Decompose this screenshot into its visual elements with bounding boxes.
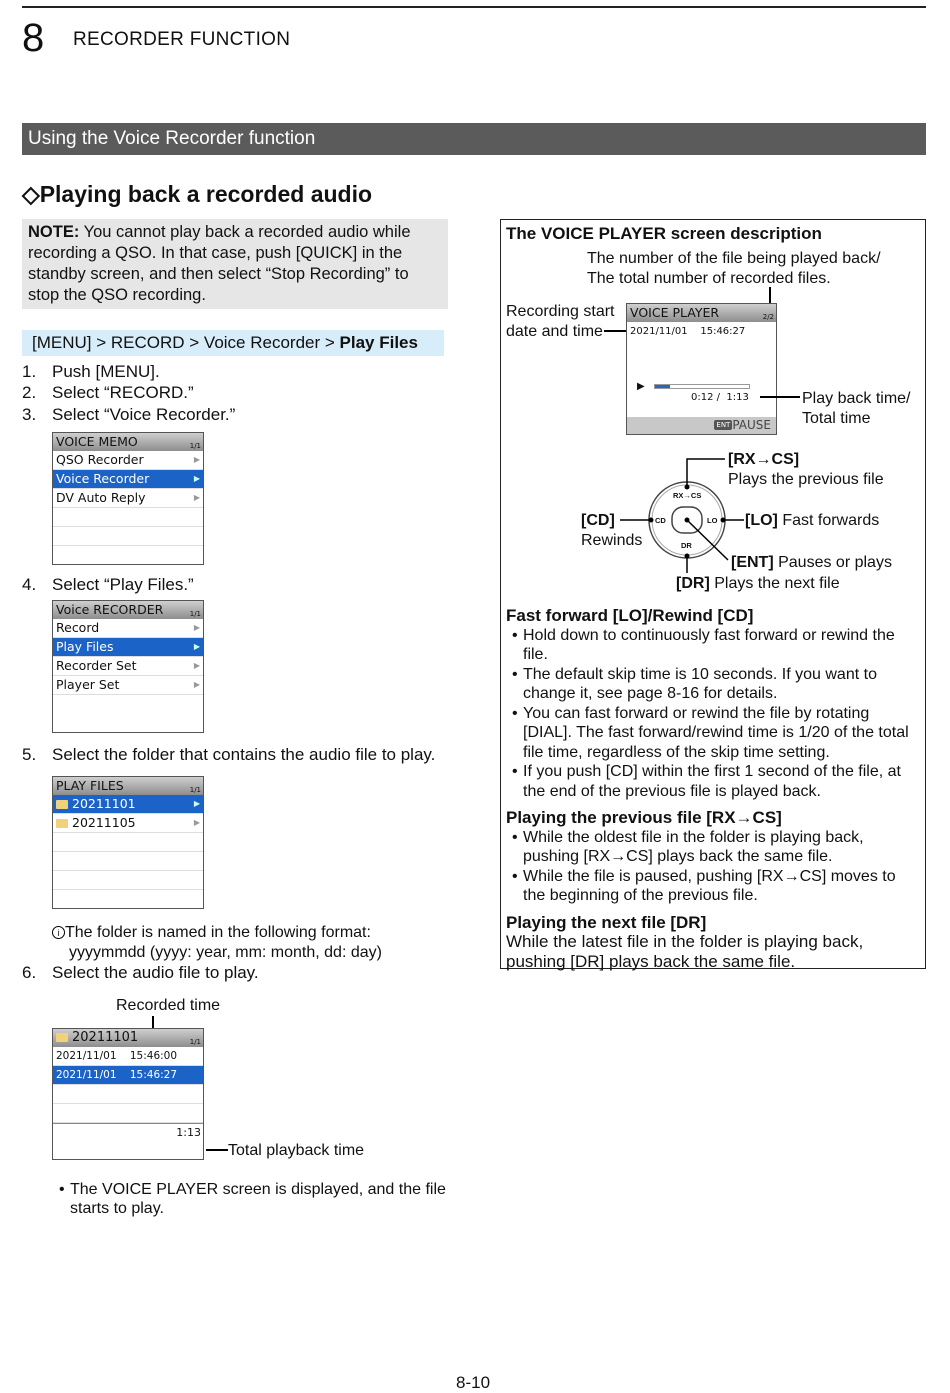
page-number: 8-10 (456, 1373, 491, 1392)
rxcs-key-desc: [RX→CS] Plays the previous file (728, 451, 884, 488)
file-item[interactable]: 2021/11/01 15:46:00 (53, 1047, 203, 1066)
ent-key-icon: ENT (716, 421, 731, 429)
file-item-selected[interactable]: 2021/11/01 15:46:27 (53, 1066, 203, 1085)
dial-label-dr: DR (681, 541, 692, 550)
folder-format-info: i The folder is named in the following format: yyyymmdd (yyyy: year, mm: month, dd: day) (52, 923, 382, 963)
file-number-label: The number of the file being played back/ The total number of recorded files. (587, 250, 881, 287)
lo-key-desc: [LO] Fast forwards (745, 512, 880, 529)
dial-label-cd: CD (655, 516, 666, 525)
result-bullet: • The VOICE PLAYER screen is displayed, and the file starts to play. (53, 1180, 453, 1218)
prev-list: • While the oldest file in the folder is playing back, pushing [RX→CS] plays back the same file. • While the file is paused, pushing [RX→CS] moves to the beginning of the previous file. (506, 828, 922, 906)
arrow-right-icon: ▶ (193, 680, 200, 689)
ent-key-desc: [ENT] Pauses or plays (731, 554, 892, 571)
prev-title: Playing the previous file [RX→CS] (506, 808, 782, 827)
arrow-right-icon: ▶ (193, 455, 200, 464)
menu-item[interactable]: Player Set ▶ (53, 676, 203, 695)
step-1: 1. Push [MENU]. (22, 362, 160, 381)
arrow-right-icon: ▶ (193, 799, 200, 808)
step-3: 3. Select “Voice Recorder.” (22, 405, 236, 424)
arrow-right-icon: ▶ (193, 474, 200, 483)
page-heading: ◇Playing back a recorded audio (22, 181, 373, 207)
dial-label-lo: LO (707, 516, 718, 525)
chapter-number: 8 (22, 16, 45, 60)
voice-player-screen: VOICE PLAYER 2/2 2021/11/01 15:46:27 ▶ 0:12 / 1:13 ENT PAUSE (626, 303, 777, 435)
player-datetime: 2021/11/01 15:46:27 (630, 326, 746, 337)
description-title: The VOICE PLAYER screen description (506, 224, 822, 243)
total-playback-label: Total playback time (228, 1142, 365, 1159)
ff-list: • Hold down to continuously fast forward or rewind the file. • The default skip time is 10 seconds. If you want to change it, see page 8-16 for details. • You can fast forward or rewind the file by rotating [DIAL]. The fast forward/rewind time is 1/20 of the total file time, regardless of the skip time setting. • If you push [CD] within the first 1 second of the file, at the end of the previous file is played back. (506, 626, 922, 802)
header-rule (22, 6, 926, 8)
arrow-right-icon: ▶ (193, 661, 200, 670)
arrow-right-icon: ▶ (193, 493, 200, 502)
menu-item[interactable]: DV Auto Reply ▶ (53, 489, 203, 508)
arrow-right-icon (604, 330, 626, 332)
menu-item[interactable]: Record ▶ (53, 619, 203, 638)
description-sections (506, 606, 922, 972)
folder-icon (56, 1033, 68, 1042)
step-2: 2. Select “RECORD.” (22, 383, 194, 402)
arrow-left-icon (206, 1149, 228, 1151)
total-time: 1:13 (53, 1123, 203, 1141)
step-4: 4. Select “Play Files.” (22, 575, 194, 594)
cd-key-desc: [CD] Rewinds (581, 512, 643, 549)
section-title: Using the Voice Recorder function (22, 123, 926, 155)
step-5: 5. Select the folder that contains the audio file to play. (22, 745, 436, 764)
dr-key-desc: [DR] Plays the next file (676, 575, 840, 592)
folder-icon (56, 819, 68, 828)
chapter-title: RECORDER FUNCTION (73, 29, 291, 50)
folder-item[interactable]: 20211105 ▶ (53, 814, 203, 833)
ff-title: Fast forward [LO]/Rewind [CD] (506, 606, 754, 625)
folder-icon (56, 800, 68, 809)
screen-play-files: PLAY FILES 1/1 20211101 ▶ 20211105 ▶ (52, 776, 204, 909)
menu-path: [MENU] > RECORD > Voice Recorder > Play Files (22, 330, 444, 356)
menu-item[interactable]: QSO Recorder ▶ (53, 451, 203, 470)
info-icon: i (52, 926, 65, 939)
dial-label-rxcs: RX→CS (673, 491, 702, 500)
arrow-right-icon: ▶ (193, 623, 200, 632)
screen-voice-recorder: Voice RECORDER 1/1 Record ▶ Play Files ▶ Recorder Set ▶ Player Set ▶ (52, 600, 204, 733)
arrow-left-icon (760, 396, 800, 398)
folder-item-selected[interactable]: 20211101 ▶ (53, 795, 203, 814)
menu-item[interactable]: Recorder Set ▶ (53, 657, 203, 676)
next-title: Playing the next file [DR] (506, 912, 707, 932)
menu-item-selected[interactable]: Play Files ▶ (53, 638, 203, 657)
play-icon: ▶ (637, 381, 645, 392)
note-box: NOTE: You cannot play back a recorded audio while recording a QSO. In that case, push [QUICK] in the standby screen, and then select “Stop Recording” to stop the QSO recording. (22, 219, 448, 309)
arrow-right-icon: ▶ (193, 818, 200, 827)
screen-file-list: 20211101 1/1 2021/11/01 15:46:00 2021/11/01 15:46:27 1:13 (52, 1028, 204, 1160)
arrow-right-icon: ▶ (193, 642, 200, 651)
screen-voice-memo: VOICE MEMO 1/1 QSO Recorder ▶ Voice Recorder ▶ DV Auto Reply ▶ (52, 432, 204, 565)
play-time-label: Play back time/ Total time (802, 390, 911, 427)
rec-start-label: Recording start date and time (506, 303, 615, 340)
recorded-time-label: Recorded time (116, 997, 221, 1014)
progress-bar (654, 384, 750, 389)
next-text: While the latest file in the folder is playing back, pushing [DR] plays back the same file. (506, 932, 864, 971)
diamond-icon: ◇ (22, 181, 40, 207)
step-6: 6. Select the audio file to play. (22, 963, 259, 982)
menu-item-selected[interactable]: Voice Recorder ▶ (53, 470, 203, 489)
